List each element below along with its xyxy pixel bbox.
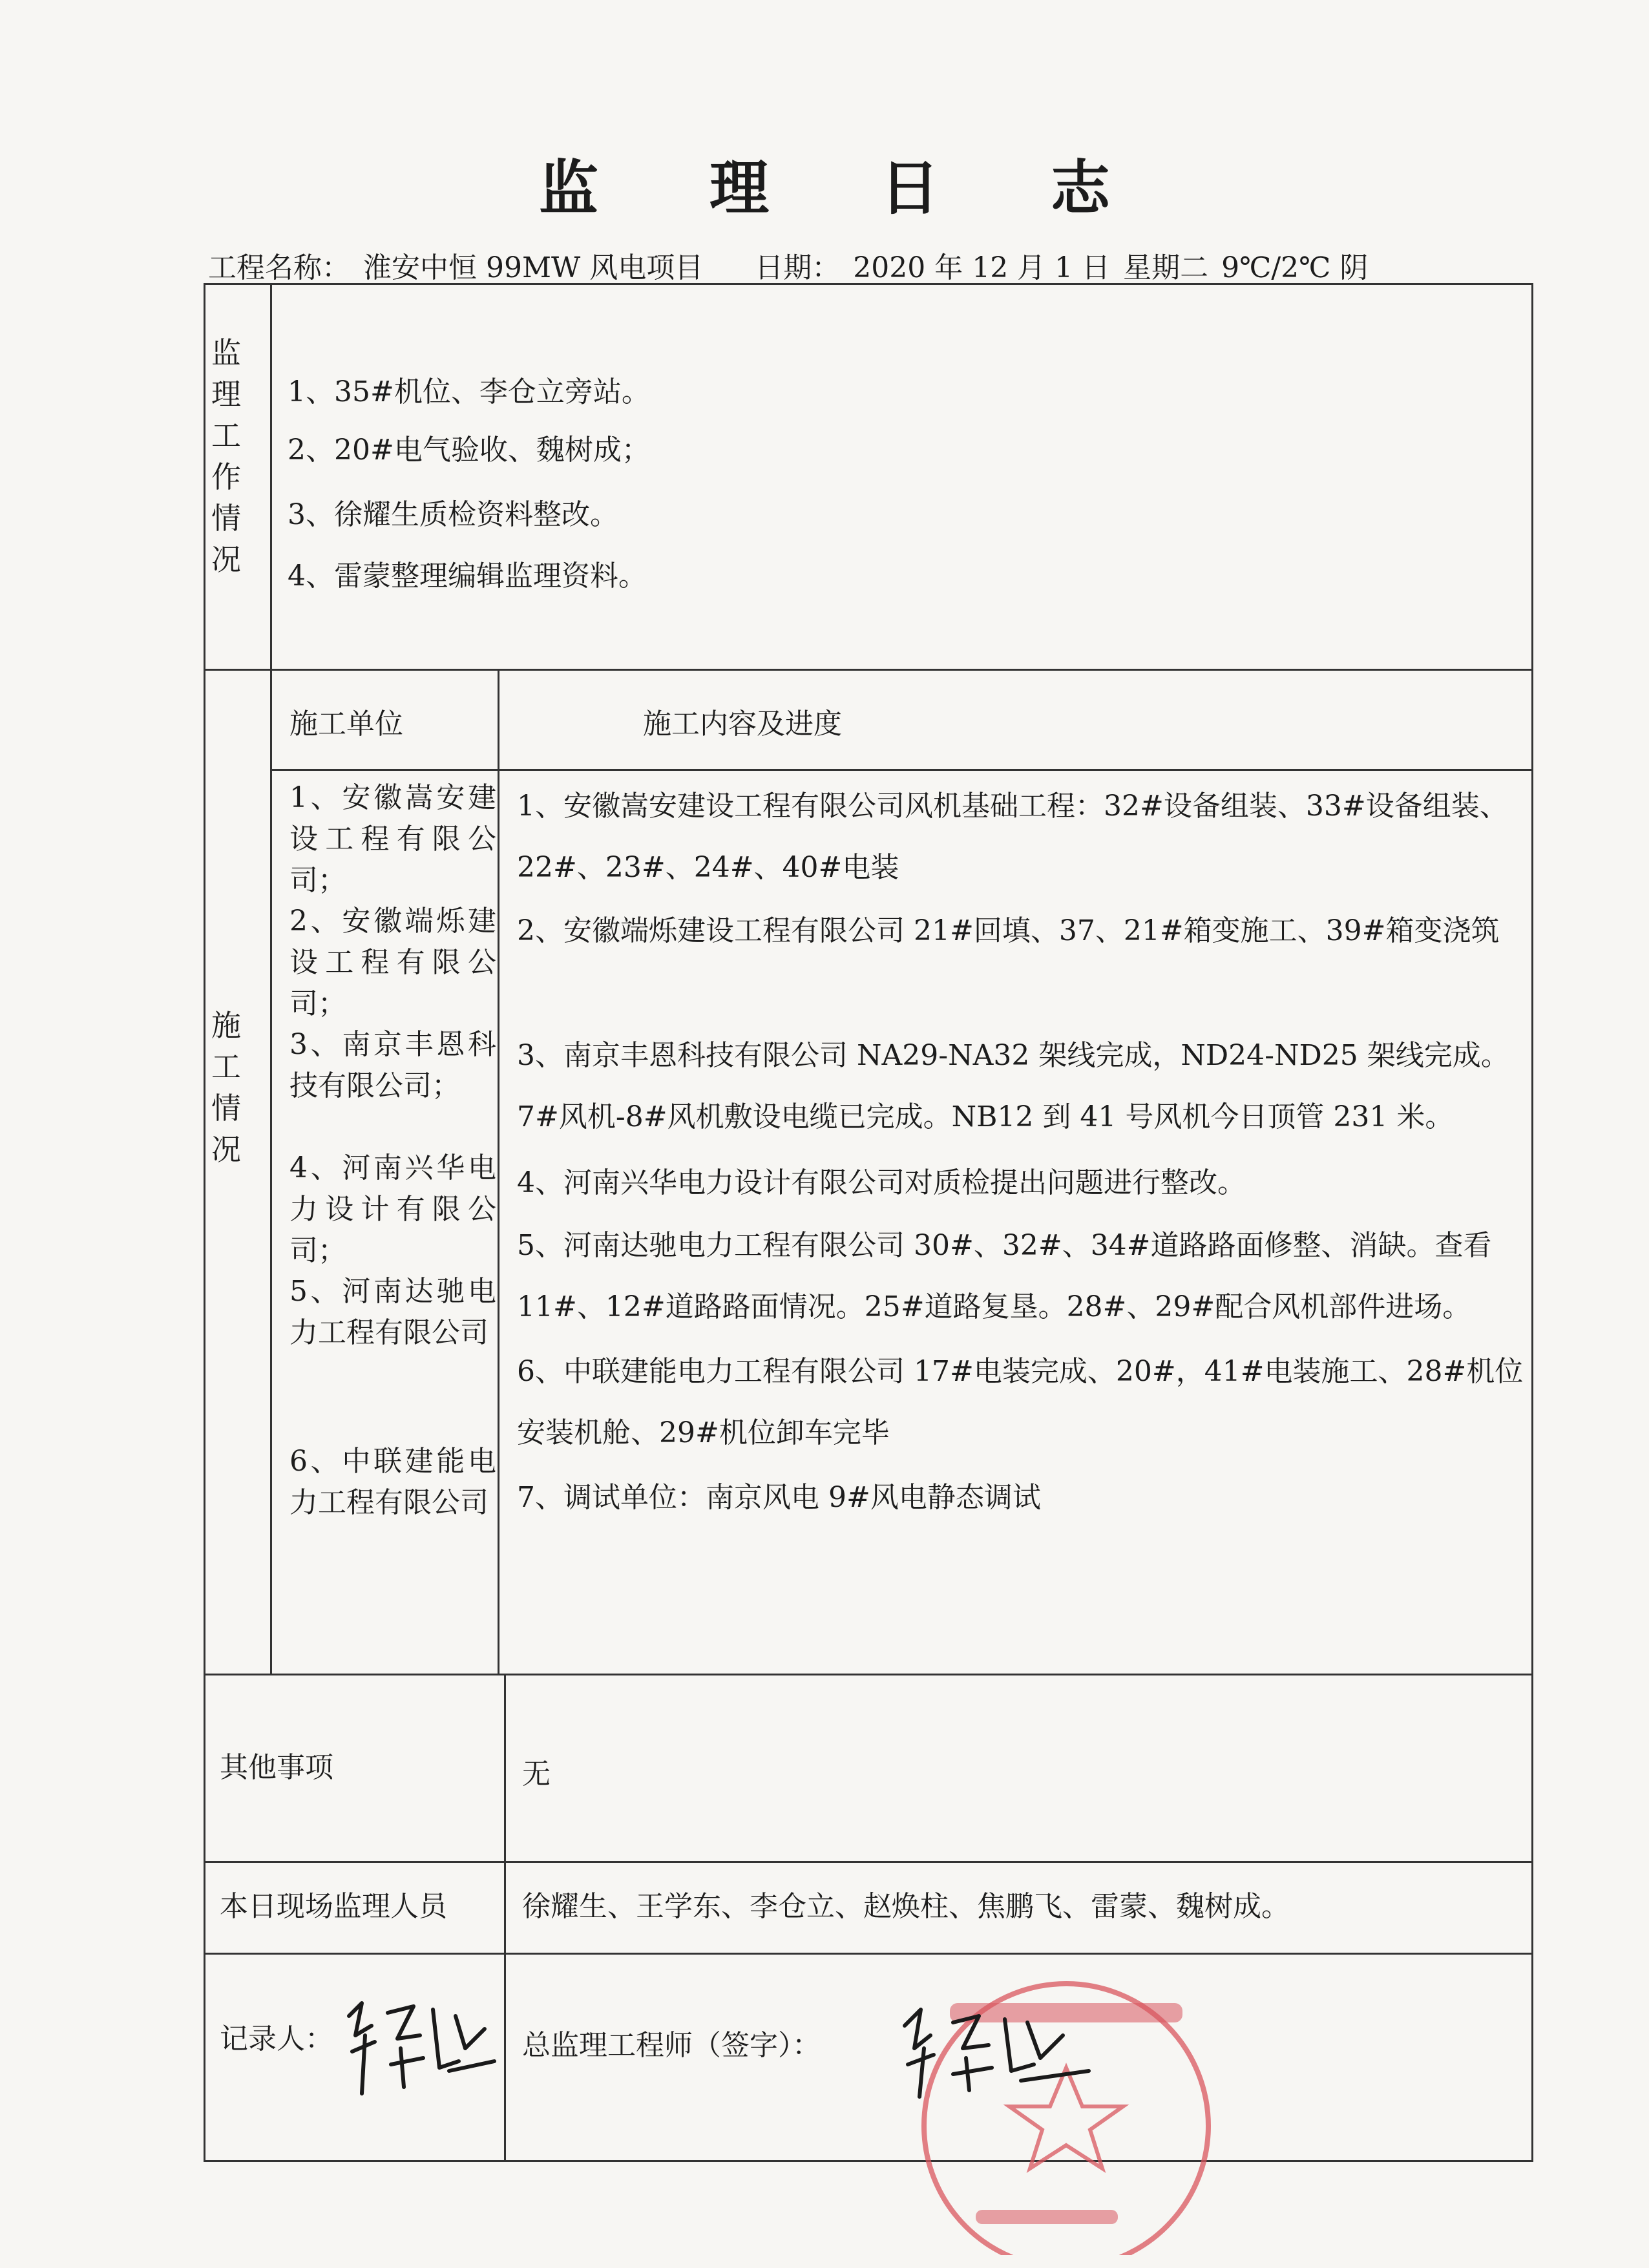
- supervision-label-char: 作: [211, 459, 241, 494]
- supervision-item: 1、35#机位、李仓立旁站。: [288, 375, 650, 408]
- page-title: 监 理 日 志: [538, 153, 1156, 223]
- progress-item: 3、南京丰恩科技有限公司 NA29-NA32 架线完成，ND24-ND25 架线完成。7#风机-8#风机敷设电缆已完成。NB12 到 41 号风机今日顶管 231 米。: [517, 1039, 1509, 1133]
- other-value: 无: [522, 1758, 551, 1790]
- unit-item: 5、河南达驰电力工程有限公司: [289, 1275, 496, 1349]
- unit-item: 1、安徽嵩安建设工程有限公司；: [289, 781, 496, 897]
- header-line: [208, 244, 1381, 286]
- staff-label: 本日现场监理人员: [220, 1890, 447, 1923]
- construction-label-char: 况: [211, 1132, 241, 1167]
- supervision-label-char: 工: [211, 418, 241, 453]
- supervision-label-char: 情: [211, 501, 241, 536]
- progress-item: 1、安徽嵩安建设工程有限公司风机基础工程：32#设备组装、33#设备组装、22#、23#、24#、40#电装: [517, 790, 1508, 884]
- staff-value: 徐耀生、王学东、李仓立、赵焕柱、焦鹏飞、雷蒙、魏树成。: [522, 1890, 1290, 1923]
- supervision-item: 4、雷蒙整理编辑监理资料。: [288, 560, 647, 593]
- progress-item: 7、调试单位：南京风电 9#风电静态调试: [517, 1481, 1041, 1514]
- column-header-progress: 施工内容及进度: [643, 708, 842, 740]
- supervision-label-char: 理: [211, 377, 241, 412]
- supervision-label-char: 监: [211, 335, 241, 370]
- construction-label-char: 工: [211, 1049, 241, 1084]
- progress-item: 2、安徽端烁建设工程有限公司 21#回填、37、21#箱变施工、39#箱变浇筑: [517, 914, 1500, 947]
- unit-item: 3、南京丰恩科技有限公司；: [289, 1028, 496, 1102]
- project-name: 淮安中恒 99MW 风电项目: [363, 251, 704, 284]
- other-label: 其他事项: [220, 1751, 333, 1784]
- project-label: 工程名称：: [208, 251, 350, 284]
- supervision-item: 2、20#电气验收、魏树成；: [288, 434, 650, 467]
- recorder-label: 记录人：: [220, 2022, 333, 2055]
- unit-item: 6、中联建能电力工程有限公司: [289, 1445, 496, 1519]
- supervision-label-char: 况: [211, 542, 241, 577]
- unit-item: 2、安徽端烁建设工程有限公司；: [289, 905, 496, 1020]
- progress-item: 5、河南达驰电力工程有限公司 30#、32#、34#道路路面修整、消缺。查看 11#、12#道路路面情况。25#道路复垦。28#、29#配合风机部件进场。: [517, 1229, 1492, 1323]
- weather: 9℃/2℃ 阴: [1221, 251, 1369, 284]
- progress-item: 4、河南兴华电力设计有限公司对质检提出问题进行整改。: [517, 1166, 1246, 1199]
- date-value: 2020 年 12 月 1 日: [853, 251, 1111, 284]
- construction-label-char: 施: [211, 1008, 241, 1043]
- weekday: 星期二: [1123, 251, 1209, 284]
- column-header-unit: 施工单位: [289, 708, 403, 740]
- progress-item: 6、中联建能电力工程有限公司 17#电装完成、20#，41#电装施工、28#机位安装机舱、29#机位卸车完毕: [517, 1355, 1524, 1449]
- construction-label-char: 情: [211, 1091, 241, 1126]
- chief-engineer-label: 总监理工程师（签字）：: [522, 2029, 821, 2062]
- date-label: 日期：: [755, 251, 841, 284]
- chief-engineer-signature: [895, 1997, 1102, 2106]
- supervision-item: 3、徐耀生质检资料整改。: [288, 498, 618, 531]
- unit-item: 4、河南兴华电力设计有限公司；: [289, 1151, 496, 1267]
- recorder-signature: [336, 1990, 504, 2106]
